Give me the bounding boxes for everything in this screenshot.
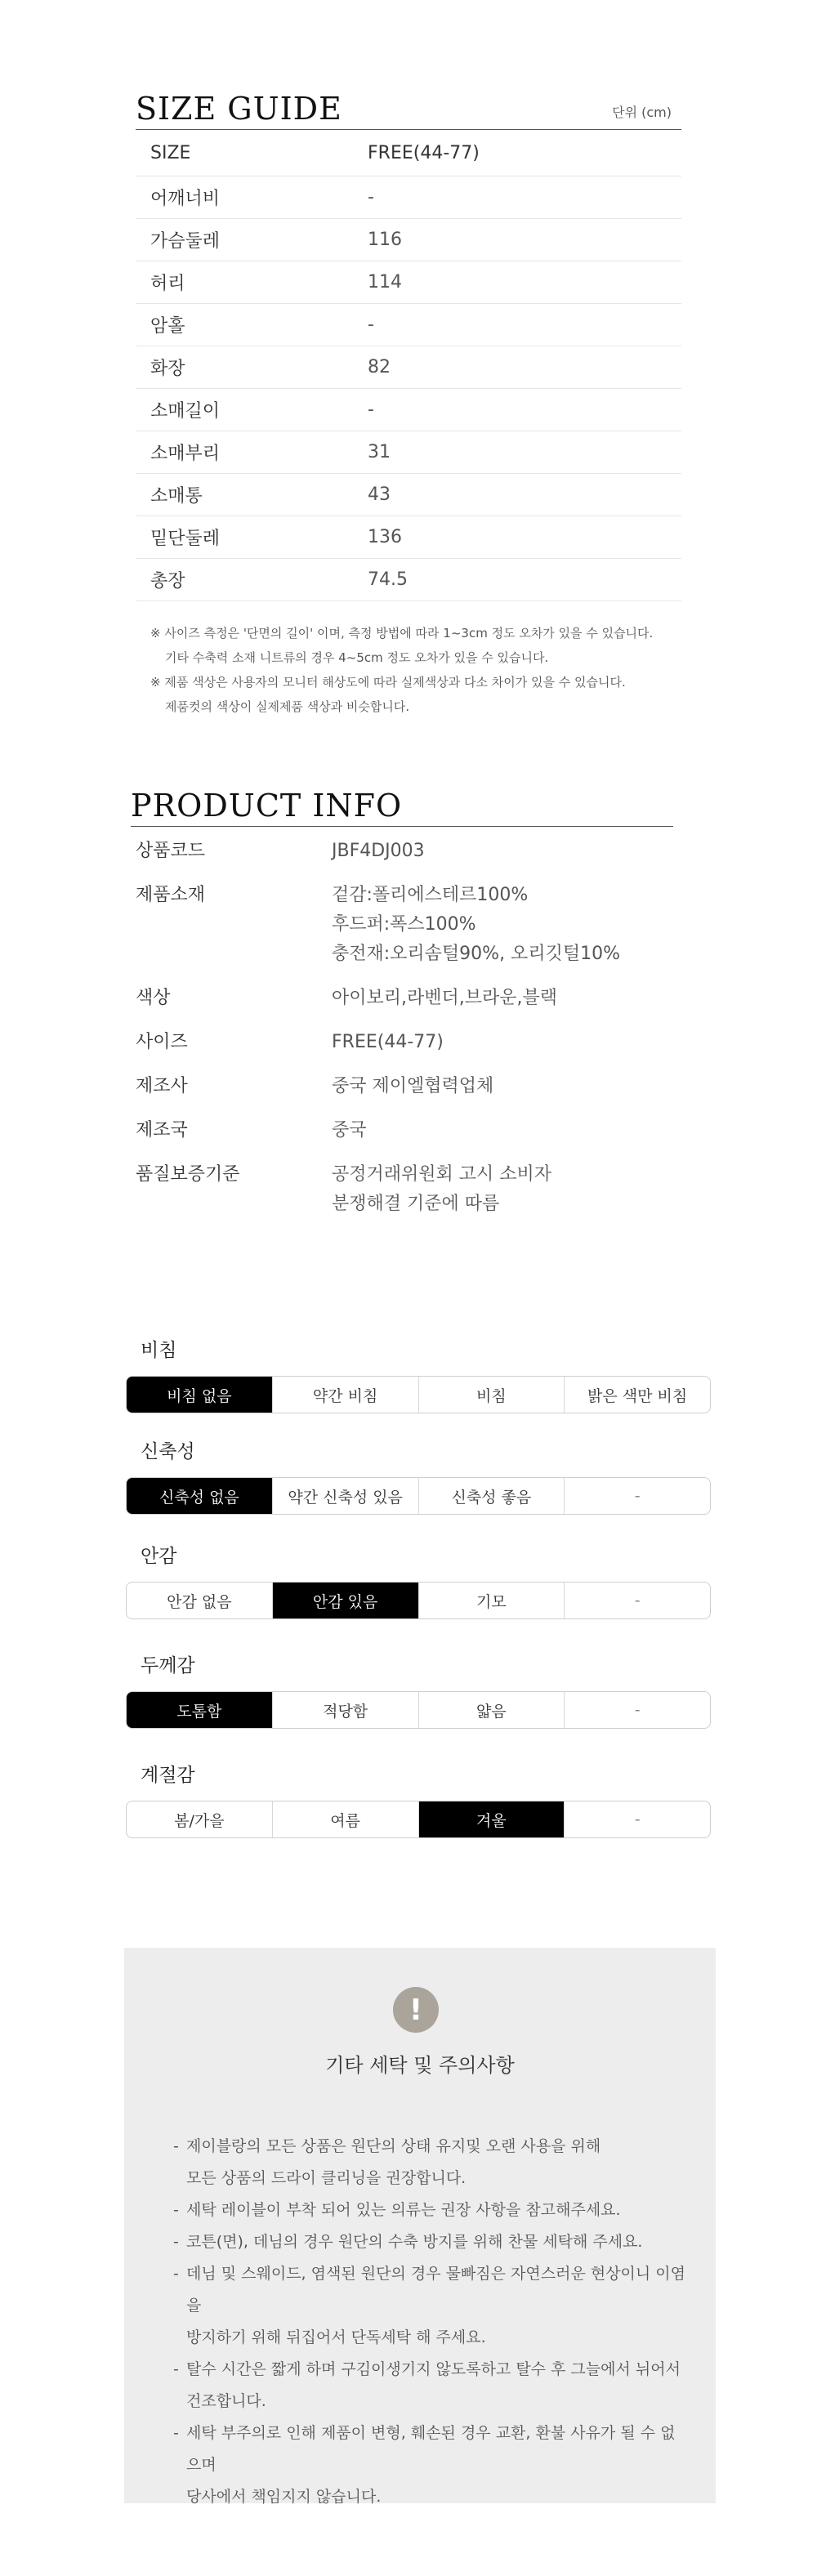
care-list [173,2131,688,2513]
size-row-value: 136 [368,527,402,547]
care-item: - 세탁 부주의로 인해 제품이 변형, 훼손된 경우 교환, 환불 사유가 될 수 없으며 당사에서 책임지지 않습니다. [173,2418,688,2513]
exclamation-icon: ! [393,1987,439,2033]
care-item: - 세탁 레이블이 부착 되어 있는 의류는 권장 사항을 참고해주세요. [173,2194,688,2226]
care-item-line: 세탁 부주의로 인해 제품이 변형, 훼손된 경우 교환, 환불 사유가 될 수 없으며 [186,2424,676,2474]
info-value-line: 중국 제이엘협력업체 [332,1076,494,1096]
attr-group-lining [126,1544,711,1611]
info-value-line: 충전재:오리솜털90%, 오리깃털10% [332,944,620,964]
care-item-line: 제이블랑의 모든 상품은 원단의 상태 유지및 오랜 사용을 위해 [186,2137,601,2155]
product-info-title: PRODUCT INFO [131,788,403,824]
care-item: - 데님 및 스웨이드, 염색된 원단의 경우 물빠짐은 자연스러운 현상이니 이염을 방지하기 위해 뒤집어서 단독세탁 해 주세요. [173,2258,688,2354]
attr-title: 두께감 [141,1655,195,1676]
info-value [332,1028,673,1057]
info-value-line: JBF4DJ003 [332,841,425,861]
size-row-value: - [368,187,374,208]
size-row [136,261,681,304]
product-info-header [131,780,673,827]
attr-option[interactable]: 기모 [419,1583,565,1618]
product-info-section [131,780,673,1234]
info-value [332,1116,673,1145]
care-item: - 코튼(면), 데님의 경우 원단의 수축 방지를 위해 찬물 세탁해 주세요. [173,2226,688,2258]
size-row-label: 총장 [150,571,185,592]
attr-option[interactable]: 얇음 [419,1692,565,1728]
size-row-value: - [368,315,374,335]
size-row-label: 화장 [150,359,185,379]
attr-title: 비침 [141,1340,177,1361]
attr-option[interactable]: 안감 없음 [127,1583,273,1618]
attr-title: 신축성 [141,1441,195,1462]
size-value: FREE(44-77) [368,142,480,163]
info-value-line: 겉감:폴리에스테르100% [332,885,529,905]
care-item-line: 데님 및 스웨이드, 염색된 원단의 경우 물빠짐은 자연스러운 현상이니 이염을 [186,2265,686,2315]
attr-options [126,1582,711,1619]
size-label: SIZE [150,142,191,163]
attr-option[interactable]: 적당함 [273,1692,419,1728]
attr-options [126,1691,711,1729]
info-label: 제조국 [136,1120,188,1141]
attr-option[interactable]: 비침 없음 [127,1377,273,1413]
size-row [136,346,681,389]
size-note: ※ 제품 색상은 사용자의 모니터 해상도에 따라 실제색상과 다소 차이가 있을 수 있습니다. [150,675,626,690]
info-value-line: 중국 [332,1120,367,1141]
size-row-value: 74.5 [368,569,408,590]
care-notice-box [124,1948,716,2506]
attr-option[interactable]: 도톰함 [127,1692,273,1728]
info-value [332,984,673,1013]
size-row [136,389,681,431]
info-label: 품질보증기준 [136,1164,240,1185]
info-value [332,837,673,866]
attr-option[interactable]: 안감 있음 [273,1583,419,1618]
size-row [136,474,681,516]
attr-option[interactable]: - [634,1487,641,1505]
product-info-table [131,837,673,1219]
attr-group-sheerness [126,1338,711,1405]
size-row [136,176,681,219]
size-row-label: 가슴둘레 [150,231,221,252]
care-item-line: 탈수 시간은 짧게 하며 구김이생기지 않도록하고 탈수 후 그늘에서 뉘어서 [186,2360,681,2378]
size-row-value: 114 [368,272,402,292]
info-row [131,881,673,969]
size-row-value: 31 [368,442,391,462]
size-row-value: 82 [368,357,391,377]
size-row-label: 어깨너비 [150,189,221,209]
size-row-label: 밑단둘레 [150,529,221,549]
size-row-value: 43 [368,484,391,505]
size-row [136,219,681,261]
info-row [131,837,673,866]
attr-title: 안감 [141,1546,177,1567]
attr-option[interactable]: - [634,1810,641,1828]
size-note: 기타 수축력 소재 니트류의 경우 4~5cm 정도 오차가 있을 수 있습니다. [165,650,549,665]
size-guide-title: SIZE GUIDE [136,91,342,127]
care-item-line: 모든 상품의 드라이 클리닝을 권장합니다. [186,2169,467,2187]
attr-group-elasticity [126,1440,711,1507]
info-value [332,881,673,969]
attr-option[interactable]: - [634,1701,641,1719]
attr-option[interactable]: 약간 비침 [273,1377,419,1413]
info-label: 사이즈 [136,1032,188,1052]
info-row [131,984,673,1013]
care-item: - 탈수 시간은 짧게 하며 구김이생기지 않도록하고 탈수 후 그늘에서 뉘어서 건조합니다. [173,2354,688,2418]
info-value [332,1160,673,1219]
attr-options [126,1376,711,1413]
care-title: 기타 세탁 및 주의사항 [325,2054,515,2077]
care-item-line: 세탁 레이블이 부착 되어 있는 의류는 권장 사항을 참고해주세요. [186,2201,621,2219]
info-label: 상품코드 [136,841,206,861]
attr-options [126,1801,711,1838]
size-row-label: 소매통 [150,486,203,507]
info-row [131,1160,673,1219]
size-row-value: - [368,400,374,420]
size-row [136,516,681,559]
size-row [136,559,681,601]
size-row [136,431,681,474]
care-item: - 제이블랑의 모든 상품은 원단의 상태 유지및 오랜 사용을 위해 모든 상품의 드라이 클리닝을 권장합니다. [173,2131,688,2194]
info-value-line: 후드퍼:폭스100% [332,914,476,935]
care-item-line: 방지하기 위해 뒤집어서 단독세탁 해 주세요. [186,2328,486,2346]
info-value-line: 공정거래위원회 고시 소비자 [332,1164,552,1185]
info-value-line: 분쟁해결 기준에 따름 [332,1194,500,1214]
care-item-line: 건조합니다. [186,2392,266,2410]
attr-option[interactable]: 약간 신축성 있음 [273,1478,419,1514]
attr-option[interactable]: 비침 [419,1377,565,1413]
attr-option[interactable]: 봄/가을 [127,1801,273,1837]
info-label: 제조사 [136,1076,188,1096]
info-row [131,1116,673,1145]
size-guide-section [136,82,681,719]
size-row-label: 소매부리 [150,444,221,464]
size-row-label: 소매길이 [150,401,221,422]
attr-option[interactable]: 여름 [273,1801,419,1837]
info-label: 제품소재 [136,885,206,905]
size-note: ※ 사이즈 측정은 '단면의 길이' 이며, 측정 방법에 따라 1~3cm 정도 오차가 있을 수 있습니다. [150,626,654,641]
attr-group-season [126,1763,711,1830]
size-row-label: 허리 [150,274,185,294]
size-note: 제품컷의 색상이 실제제품 색상과 비슷합니다. [165,699,410,714]
attr-option[interactable]: 신축성 좋음 [419,1478,565,1514]
size-row-label: 암홀 [150,316,185,337]
size-guide-header [136,82,681,130]
info-label: 색상 [136,988,171,1008]
size-guide-unit: 단위 (cm) [612,105,672,120]
attr-options [126,1477,711,1515]
size-row [136,304,681,346]
size-row-value: 116 [368,230,402,250]
attr-option[interactable]: 밝은 색만 비침 [587,1386,688,1405]
attr-option[interactable]: 신축성 없음 [127,1478,273,1514]
care-item-line: 코튼(면), 데님의 경우 원단의 수축 방지를 위해 찬물 세탁해 주세요. [186,2233,643,2251]
info-value-line: FREE(44-77) [332,1032,444,1052]
attr-title: 계절감 [141,1765,195,1786]
attr-group-thickness [126,1654,711,1721]
info-value-line: 아이보리,라벤더,브라운,블랙 [332,988,558,1008]
info-row [131,1072,673,1101]
info-row [131,1028,673,1057]
attr-option[interactable]: 겨울 [419,1801,565,1837]
size-guide-header-row [136,130,681,176]
info-value [332,1072,673,1101]
attr-option[interactable]: - [634,1592,641,1609]
size-guide-notes [136,621,681,719]
care-item-line: 당사에서 책임지지 않습니다. [186,2488,382,2506]
